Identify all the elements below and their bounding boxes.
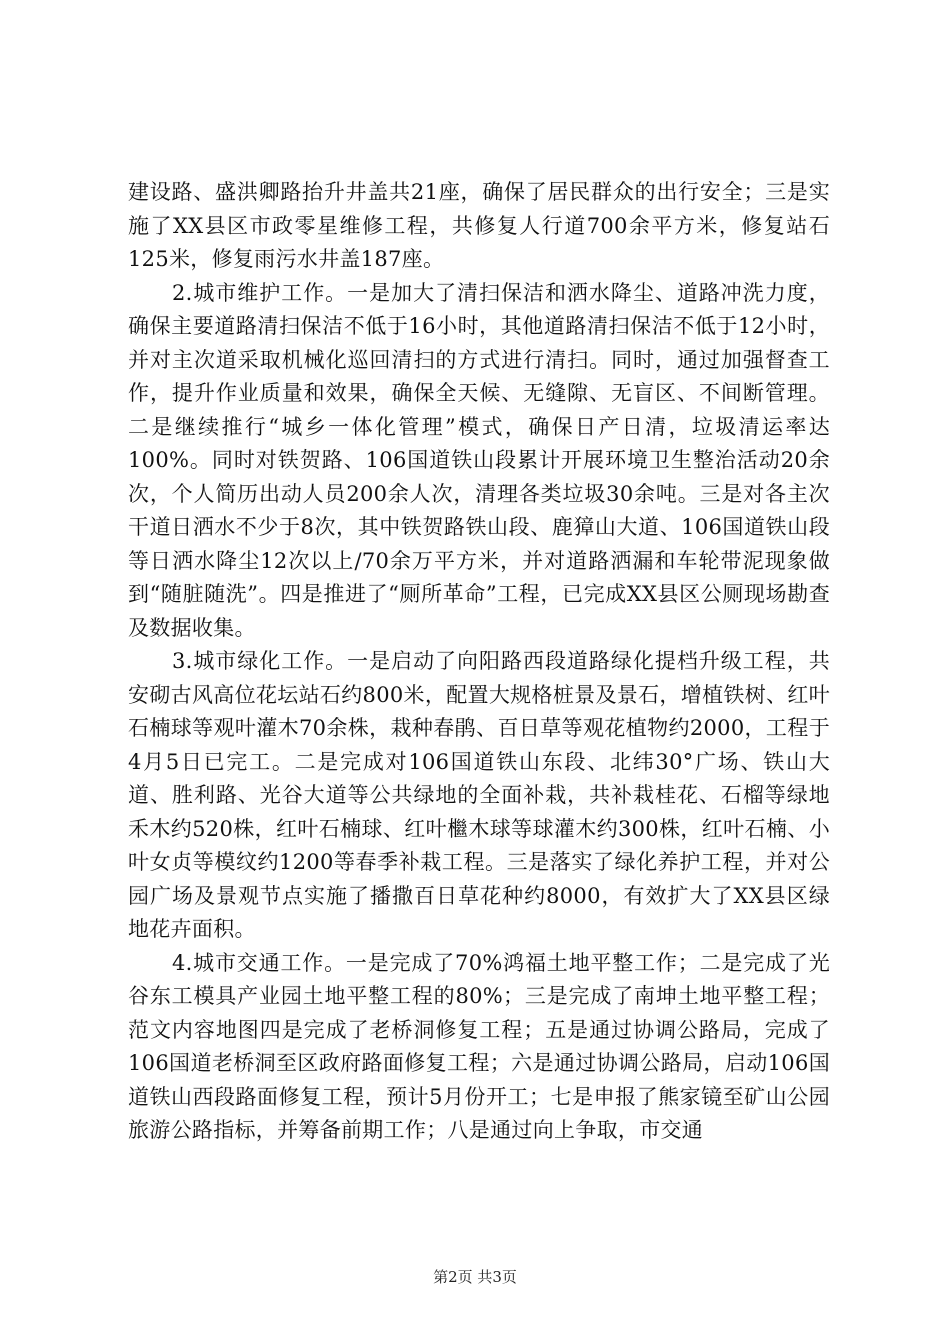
document-body: [128, 176, 830, 1148]
page-number-footer: 第2页 共3页: [433, 1268, 517, 1286]
paragraph-continuation: 建设路、盛洪卿路抬升井盖共21座，确保了居民群众的出行安全；三是实施了XX县区市政零星维修工程，共修复人行道700余平方米，修复站石125米，修复雨污水井盖187座。: [128, 180, 830, 271]
paragraph-city-maintenance: 2.城市维护工作。一是加大了清扫保洁和洒水降尘、道路冲洗力度，确保主要道路清扫保洁不低于16小时，其他道路清扫保洁不低于12小时，并对主次道采取机械化巡回清扫的方式进行清扫。同时，通过加强督查工作，提升作业质量和效果，确保全天候、无缝隙、无盲区、不间断管理。二是继续推行“城乡一体化管理”模式，确保日产日清，垃圾清运率达100%。同时对铁贺路、106国道铁山段累计开展环境卫生整治活动20余次，个人简历出动人员200余人次，清理各类垃圾30余吨。三是对各主次干道日洒水不少于8次，其中铁贺路铁山段、鹿獐山大道、106国道铁山段等日洒水降尘12次以上/70余万平方米，并对道路洒漏和车轮带泥现象做到“随脏随洗”。四是推进了“厕所革命”工程，已完成XX县区公厕现场勘查及数据收集。: [128, 280, 830, 640]
paragraph-city-traffic: 4.城市交通工作。一是完成了70%鸿福土地平整工作；二是完成了光谷东工模具产业园土地平整工程的80%；三是完成了南坤土地平整工程；范文内容地图四是完成了老桥洞修复工程；五是通过协调公路局，完成了106国道老桥洞至区政府路面修复工程；六是通过协调公路局，启动106国道铁山西段路面修复工程，预计5月份开工；七是申报了熊家镜至矿山公园旅游公路指标，并筹备前期工作；八是通过向上争取，市交通: [128, 950, 830, 1142]
paragraph-city-greening: 3.城市绿化工作。一是启动了向阳路西段道路绿化提档升级工程，共安砌古风高位花坛站石约800米，配置大规格桩景及景石，增植铁树、红叶石楠球等观叶灌木70余株，栽种春鹃、百日草等观花植物约2000，工程于4月5日已完工。二是完成对106国道铁山东段、北纬30°广场、铁山大道、胜利路、光谷大道等公共绿地的全面补栽，共补栽桂花、石榴等绿地禾木约520株，红叶石楠球、红叶檵木球等球灌木约300株，红叶石楠、小叶女贞等模纹约1200等春季补栽工程。三是落实了绿化养护工程，并对公园广场及景观节点实施了播撒百日草花种约8000，有效扩大了XX县区绿地花卉面积。: [128, 649, 830, 941]
